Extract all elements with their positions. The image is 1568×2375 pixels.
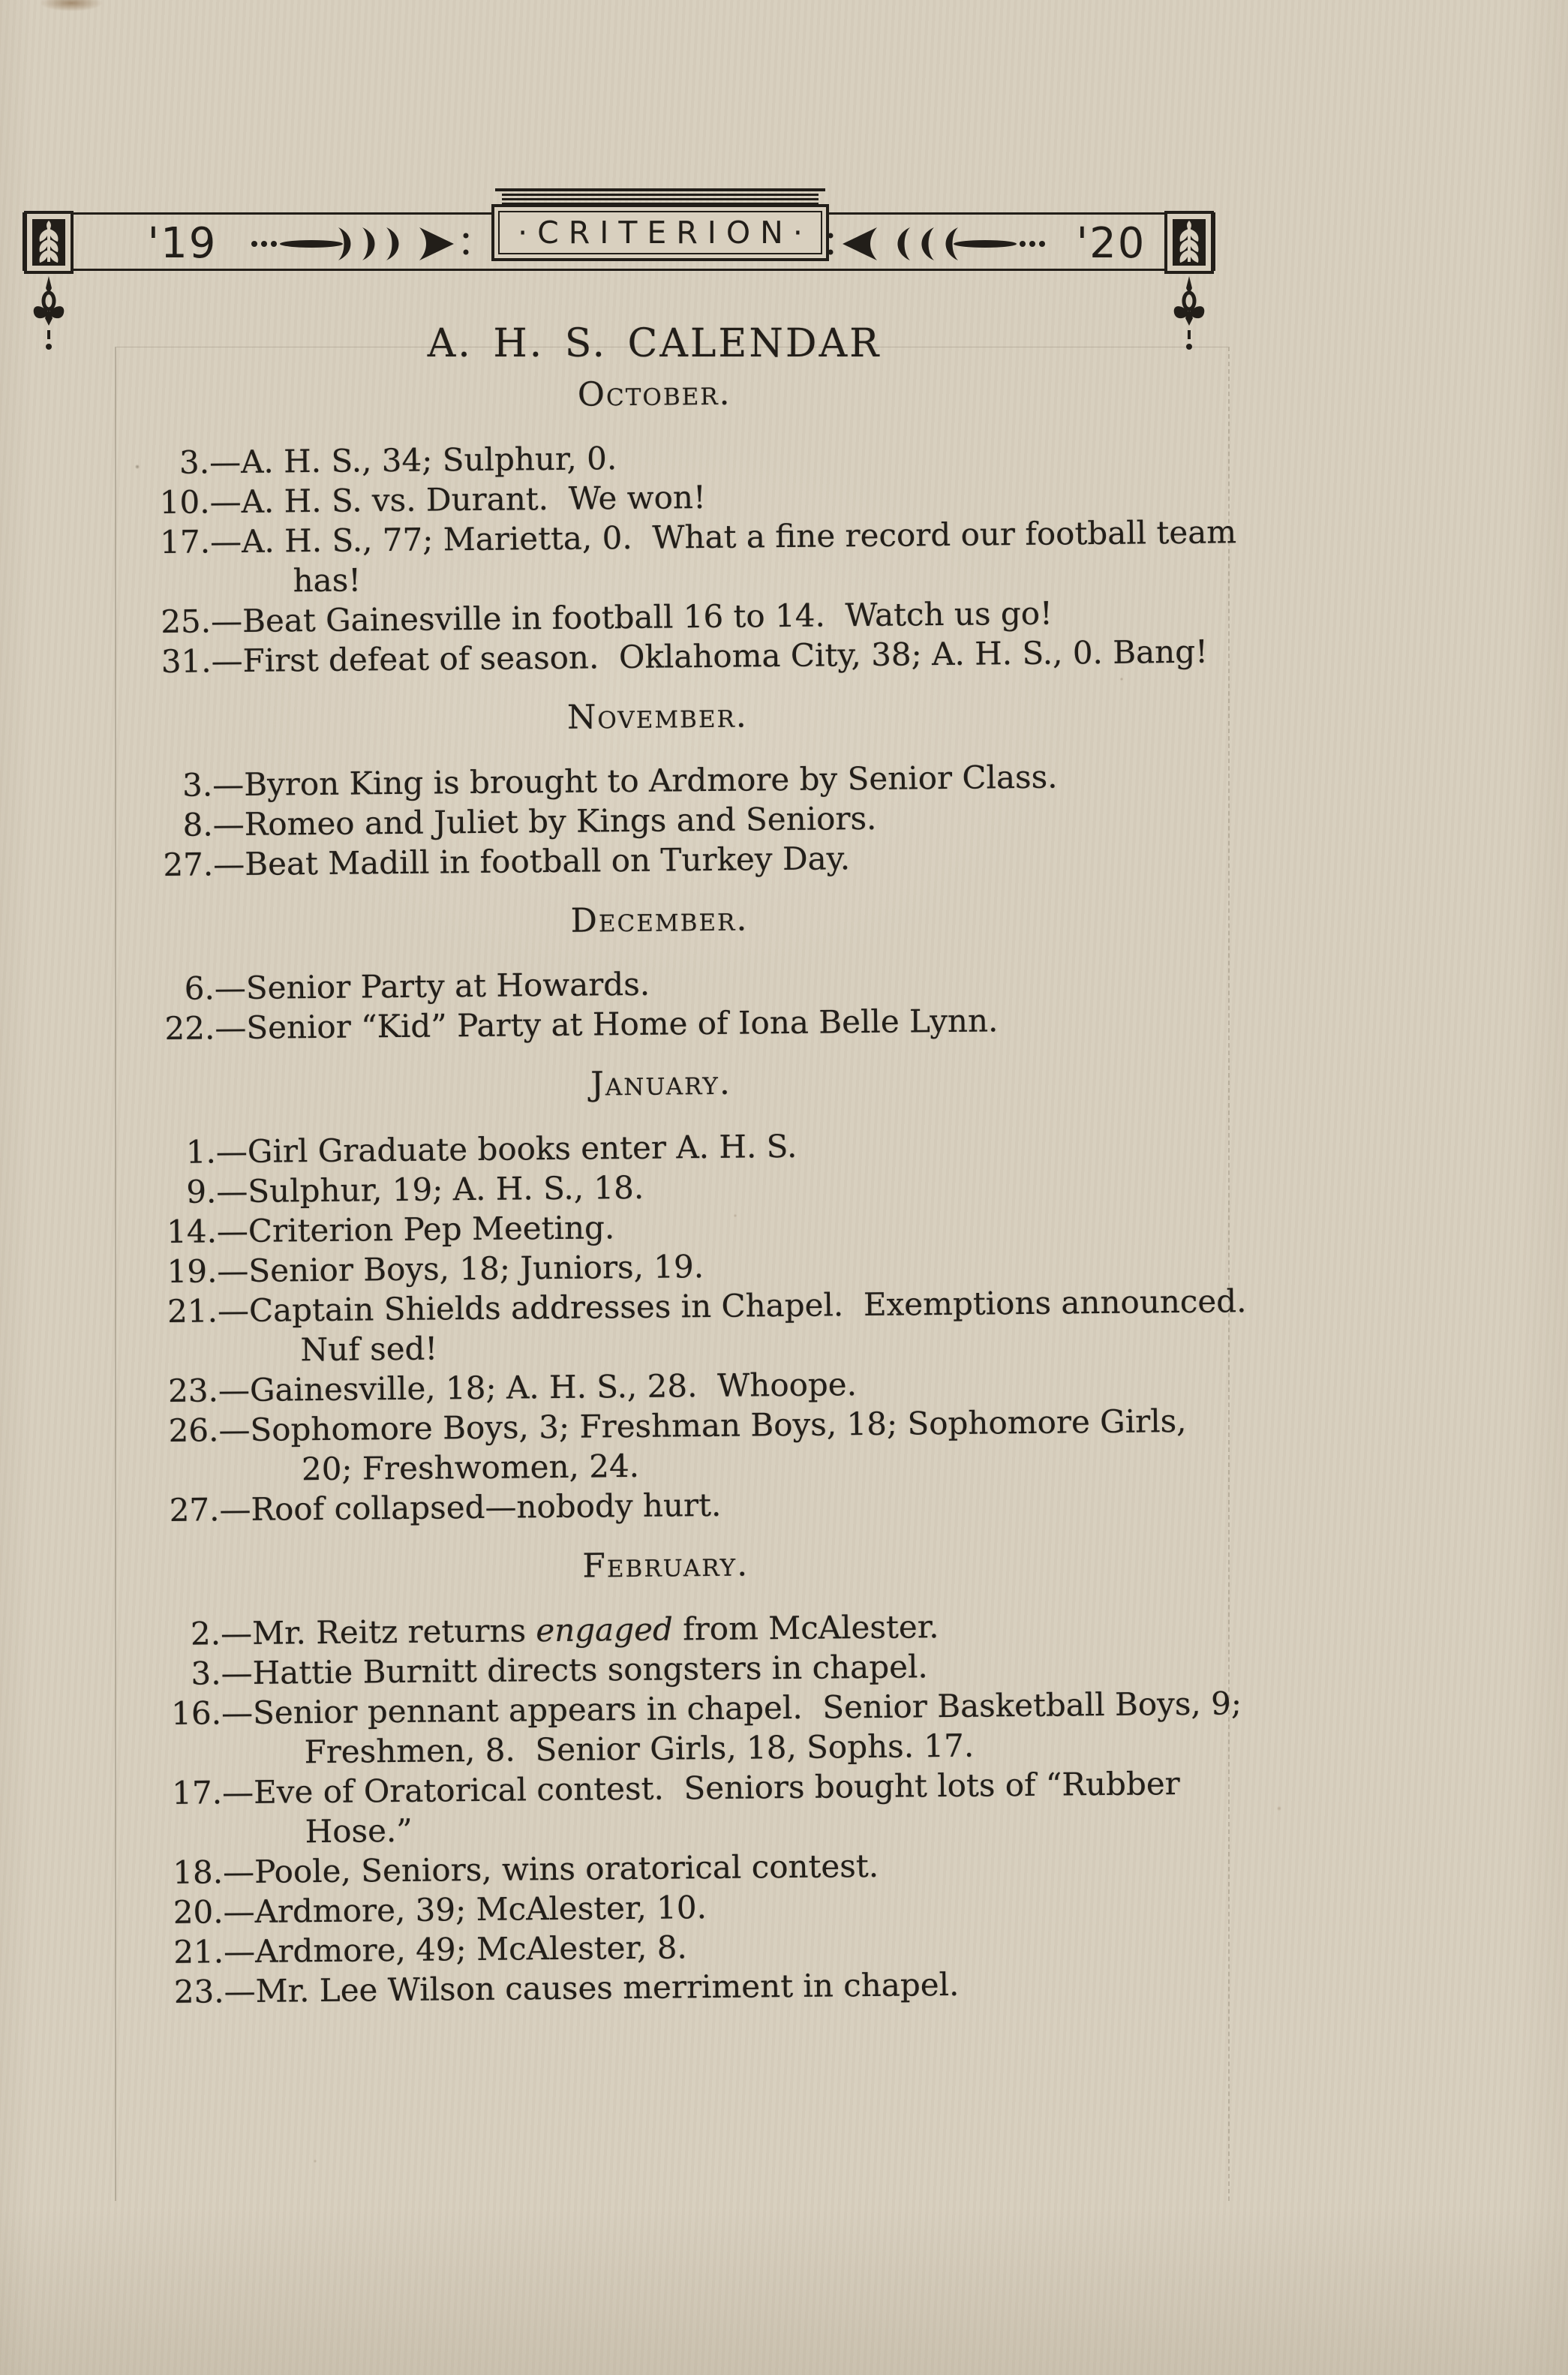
entry-text: —A. H. S. vs. Durant. We won!	[209, 479, 707, 521]
entry-continuation: Nuf sed!	[300, 1330, 438, 1369]
entry-text: —A. H. S., 34; Sulphur, 0.	[209, 440, 617, 481]
entry-text: —Senior Boys, 18; Juniors, 19.	[217, 1248, 704, 1290]
banner-year-left: '19	[147, 219, 218, 268]
entry-day: 3.	[179, 443, 210, 481]
arrow-flourish-right-icon	[250, 223, 475, 265]
calendar-section	[81, 368, 1269, 682]
entry-text: —Captain Shields addresses in Chapel. Exemptions announced.	[217, 1282, 1247, 1330]
calendar-section	[92, 1539, 1282, 2013]
entry-day: 9.	[186, 1173, 217, 1210]
entry-day: 31.	[161, 642, 212, 680]
entry-text: —Poole, Seniors, wins oratorical contest.	[222, 1847, 879, 1891]
entry-day: 23.	[173, 1973, 224, 2010]
entry-day: 22.	[164, 1009, 215, 1047]
page-title: A. H. S. CALENDAR	[427, 321, 882, 366]
entry-continuation: has!	[293, 561, 362, 600]
entry-day: 27.	[169, 1491, 220, 1529]
entry-text: —A. H. S., 77; Marietta, 0. What a fine record our football team	[209, 513, 1237, 561]
entry-text: —Senior “Kid” Party at Home of Iona Belle Lynn.	[215, 1002, 999, 1047]
entry-day: 1.	[185, 1133, 217, 1171]
entry-text: —First defeat of season. Oklahoma City, 38; A. H. S., 0. Bang!	[211, 633, 1209, 680]
entry-day: 3.	[191, 1655, 221, 1692]
entry-text: —Eve of Oratorical contest. Seniors bought lots of “Rubber	[221, 1765, 1180, 1811]
calendar-sections	[81, 368, 1282, 2013]
entry-day: 17.	[172, 1774, 223, 1811]
entry-day: 23.	[167, 1372, 219, 1409]
banner-title: ·CRITERION·	[498, 211, 822, 254]
entry-text: —Senior pennant appears in chapel. Senior Basketball Boys, 9;	[221, 1685, 1242, 1732]
entry-day: 16.	[171, 1694, 222, 1732]
nameplate-box	[491, 204, 829, 261]
month-heading: November.	[566, 696, 749, 737]
header-banner	[23, 212, 1215, 271]
entry-day: 14.	[166, 1213, 218, 1250]
month-heading: October.	[577, 374, 731, 414]
entry-day: 18.	[173, 1853, 224, 1891]
entry-text: —Roof collapsed—nobody hurt.	[219, 1486, 722, 1529]
entry-text	[221, 1607, 939, 1653]
month-heading: December.	[570, 900, 749, 940]
entry-text-italic: engaged	[536, 1610, 674, 1649]
entry-continuation: Freshmen, 8. Senior Girls, 18, Sophs. 17.	[304, 1727, 975, 1771]
entry-day: 21.	[167, 1292, 218, 1330]
entry-day: 25.	[161, 603, 212, 640]
month-heading: February.	[582, 1545, 749, 1586]
entry-day: 17.	[160, 523, 211, 561]
entry-text: —Beat Gainesville in football 16 to 14. Watch us go!	[210, 594, 1053, 640]
entry-text: —Criterion Pep Meeting.	[216, 1209, 615, 1250]
criterion-nameplate	[491, 204, 829, 261]
entry-day: 2.	[190, 1615, 221, 1652]
entry-day: 6.	[184, 970, 215, 1007]
entry-text-after: from McAlester.	[672, 1608, 939, 1648]
entry-text: —Ardmore, 39; McAlester, 10.	[223, 1889, 707, 1931]
entry-text: —Ardmore, 49; McAlester, 8.	[223, 1929, 687, 1971]
arrow-flourish-left-icon	[822, 223, 1047, 265]
month-heading: January.	[590, 1063, 732, 1104]
entry-text: —Girl Graduate books enter A. H. S.	[215, 1127, 798, 1171]
entry-day: 8.	[182, 806, 213, 843]
entry-text: —Gainesville, 18; A. H. S., 28. Whoope.	[218, 1366, 858, 1409]
entry-day: 10.	[159, 483, 210, 522]
entry-text-before: —Mr. Reitz returns	[220, 1612, 536, 1652]
leaf-ornament-icon	[24, 211, 74, 274]
entry-text: —Byron King is brought to Ardmore by Senior Class.	[212, 758, 1058, 804]
entry-text: —Sulphur, 19; A. H. S., 18.	[216, 1168, 644, 1210]
entry-text: —Romeo and Juliet by Kings and Seniors.	[212, 799, 877, 843]
entry-text: —Senior Party at Howards.	[214, 965, 650, 1007]
entry-day: 26.	[168, 1411, 219, 1449]
entry-text: —Beat Madill in football on Turkey Day.	[212, 840, 851, 883]
entry-continuation: Hose.”	[305, 1811, 413, 1850]
entry-day: 21.	[173, 1933, 224, 1971]
entry-day: 3.	[182, 766, 213, 804]
entry-continuation: 20; Freshwomen, 24.	[301, 1447, 640, 1488]
entry-day: 20.	[173, 1893, 224, 1931]
entry-day: 27.	[163, 846, 214, 883]
entry-text: —Hattie Burnitt directs songsters in chapel.	[221, 1648, 928, 1692]
entry-text: —Sophomore Boys, 3; Freshman Boys, 18; Sophomore Girls,	[218, 1402, 1187, 1449]
entry-day: 19.	[167, 1252, 218, 1290]
leaf-ornament-icon	[1164, 211, 1214, 274]
calendar-section	[84, 690, 1271, 885]
nameplate-cornice	[502, 194, 819, 205]
calendar-section	[86, 894, 1273, 1049]
calendar-section	[88, 1057, 1278, 1531]
banner-year-right: '20	[1076, 219, 1146, 268]
entry-text: —Mr. Lee Wilson causes merriment in chapel.	[224, 1965, 960, 2010]
